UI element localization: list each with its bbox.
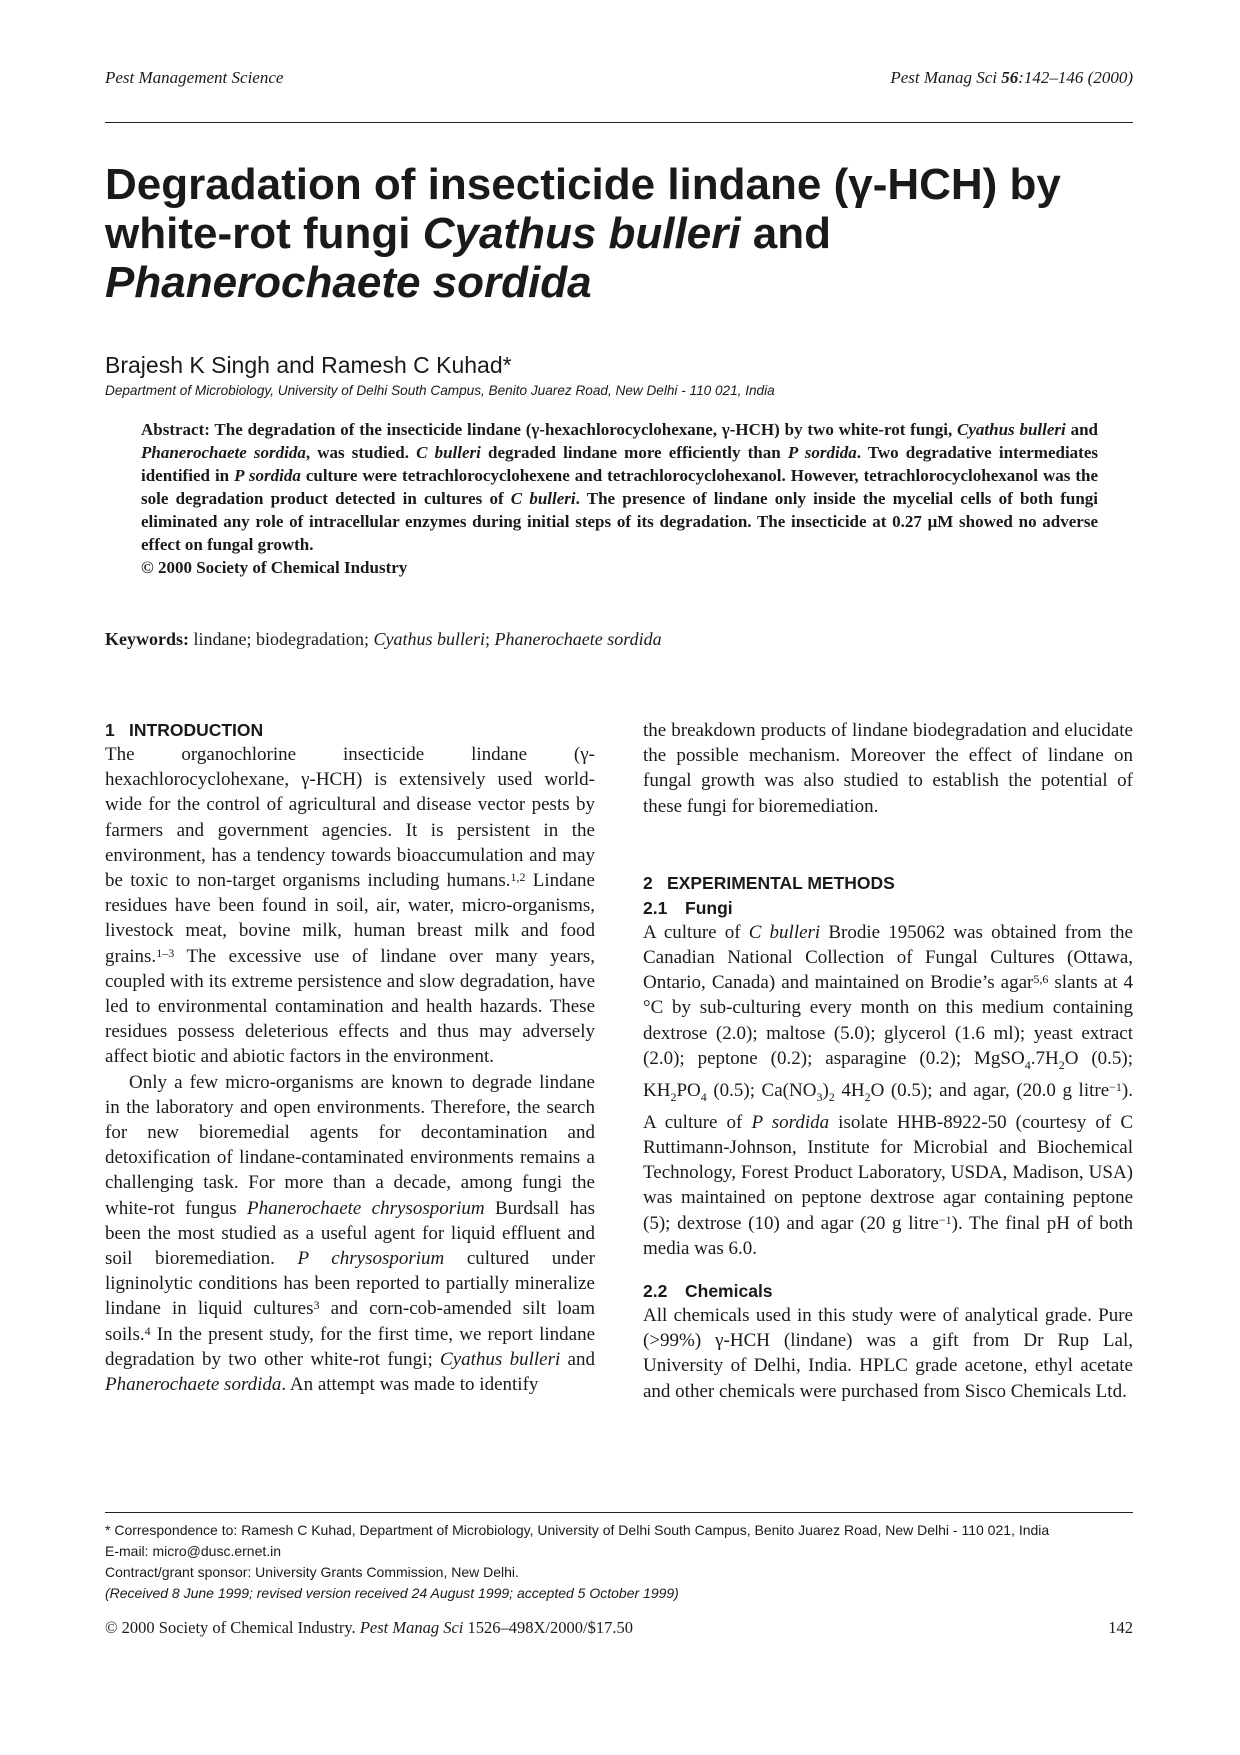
authors: Brajesh K Singh and Ramesh C Kuhad* (105, 352, 512, 378)
section-1-heading: 1 INTRODUCTION (105, 720, 264, 740)
sponsor-note: Contract/grant sponsor: University Grants Commission, New Delhi. (105, 1564, 519, 1580)
title-species-1: Cyathus bulleri (422, 209, 741, 258)
affiliation: Department of Microbiology, University of Delhi South Campus, Benito Juarez Road, New Delhi - 110 021, India (105, 383, 775, 398)
footer-copyright: © 2000 Society of Chemical Industry. (105, 1618, 360, 1637)
email-note: E-mail: micro@dusc.ernet.in (105, 1543, 282, 1559)
methods-fungi-paragraph: A culture of C bulleri Brodie 195062 was obtained from the Canadian National Collection of Fungal Cultures (Ottawa, Ontario, Canada) and maintained on Brodie’s agar$^{5,6}$ slants at 4 °C by sub-culturing every month on this medium containing dextrose (2.0); maltose (5.0); glycerol (1.6 ml); yeast extract (2.0); peptone (0.2); asparagine (0.2); $MgSO_4.7H_2O$ (0.5); $KH_2PO_4$ (0.5); $Ca(NO_3)_2$ $4H_2O$ (0.5); and agar, (20.0 g litre$^{-1}$). A culture of P sordida isolate HHB-8922-50 (courtesy of C Ruttimann-Johnson, Institute for Microbial and Biochemical Technology, Forest Product Laboratory, USDA, Madison, USA) was maintained on peptone dextrose agar containing peptone (5); dextrose (10) and agar (20 g litre$^{-1}$). The final pH of both media was 6.0. (643, 921, 1134, 1259)
right-column (643, 718, 1133, 1404)
citation-prefix: Pest Manag Sci (890, 68, 1002, 87)
journal-name: Pest Management Science (105, 68, 284, 87)
section-2-heading: 2 EXPERIMENTAL METHODS (643, 872, 895, 893)
paper-title (105, 160, 1133, 307)
citation-volume: 56 (1001, 68, 1019, 87)
footer-journal: Pest Manag Sci (359, 1618, 464, 1637)
received-dates: (Received 8 June 1999; revised version received 24 August 1999; accepted 5 October 1999) (105, 1585, 679, 1601)
title-line-1: Degradation of insecticide lindane (γ-HCH) by (105, 160, 1061, 209)
methods-chemicals-paragraph: All chemicals used in this study were of analytical grade. Pure (>99%) γ-HCH (lindane) was a gift from Dr Rup Lal, University of Delhi, India. HPLC grade acetone, ethyl acetate and other chemicals were purchased from Sisco Chemicals Ltd. (643, 1305, 1133, 1402)
header-rule (105, 122, 1133, 123)
title-line-2-tail: and (740, 209, 832, 258)
paper-page (105, 0, 1133, 1755)
abstract-copyright: © 2000 Society of Chemical Industry (141, 558, 408, 577)
keywords-label: Keywords: (105, 629, 189, 649)
intro-paragraph-2: Only a few micro-organisms are known to degrade lindane in the laboratory and open environments. Therefore, the search for new bioremedial agents for decontamination and detoxification of lindane-contaminated environments remains a challenging task. For more than a decade, among fungi the white-rot fungus Phanerochaete chrysosporium Burdsall has been the most studied as a useful agent for liquid effluent and soil bioremediation. P chrysosporium cultured under ligninolytic conditions has been reported to partially mineralize lindane in liquid cultures$^3$ and corn-cob-amended silt loam soils.$^4$ In the present study, for the first time, we report lindane degradation by two other white-rot fungi; Cyathus bulleri and Phanerochaete sordida. An attempt was made to identify (105, 1071, 595, 1396)
footnotes (105, 1520, 1133, 1604)
running-head (105, 68, 1133, 88)
left-column (105, 718, 595, 1397)
section-2-1-heading: 2.1 Fungi (643, 897, 733, 918)
keywords: Keywords: lindane; biodegradation; Cyathus bulleri; Phanerochaete sordida (105, 629, 662, 649)
intro-paragraph-2-cont: the breakdown products of lindane biodegradation and elucidate the possible mechanism. Moreover the effect of lindane on fungal growth was also studied to establish the potential of these fungi for bioremediation. (643, 720, 1133, 817)
citation-suffix: :142–146 (2000) (1018, 68, 1133, 87)
correspondence-note: * Correspondence to: Ramesh C Kuhad, Department of Microbiology, University of Delhi South Campus, Benito Juarez Road, New Delhi - 110 021, India (105, 1522, 1050, 1538)
page-number: 142 (1108, 1618, 1133, 1637)
section-2-2-heading: 2.2 Chemicals (643, 1281, 773, 1302)
intro-paragraph-1: The organochlorine insecticide lindane (γ-hexachlorocyclohexane, γ-HCH) is extensively used world-wide for the control of agricultural and disease vector pests by farmers and government agencies. It is persistent in the environment, has a tendency towards bioaccumulation and may be toxic to non-target organisms including humans.$^{1,2}$ Lindane residues have been found in soil, air, water, micro-organisms, livestock meat, bovine milk, human breast milk and food grains.$^{1-3}$ The excessive use of lindane over many years, coupled with its extreme persistence and slow degradation, have led to environmental contamination and health hazards. These residues possess deleterious effects and thus may adversely affect biotic and abiotic factors in the environment. (105, 744, 595, 1068)
abstract: Abstract: The degradation of the insecticide lindane (γ-hexachlorocyclohexane, γ-HCH) by two white-rot fungi, Cyathus bulleri and Phanerochaete sordida, was studied. C bulleri degraded lindane more efficiently than P sordida. Two degradative intermediates identified in P sordida culture were tetrachlorocyclohexene and tetrachlorocyclohexanol. However, tetrachlorocyclohexanol was the sole degradation product detected in cultures of C bulleri. The presence of lindane only inside the mycelial cells of both fungi eliminated any role of intracellular enzymes during initial steps of its degradation. The insecticide at 0.27 μM showed no adverse effect on fungal growth. © 2000 Society of Chemical Industry (141, 420, 1099, 577)
footnote-rule (105, 1512, 1133, 1513)
page-footer (105, 1618, 1133, 1638)
title-species-2: Phanerochaete sordida (105, 258, 592, 307)
citation (890, 68, 1133, 88)
title-line-2: white-rot fungi (105, 209, 423, 258)
footer-issn: 1526–498X/2000/$17.50 (463, 1618, 633, 1637)
